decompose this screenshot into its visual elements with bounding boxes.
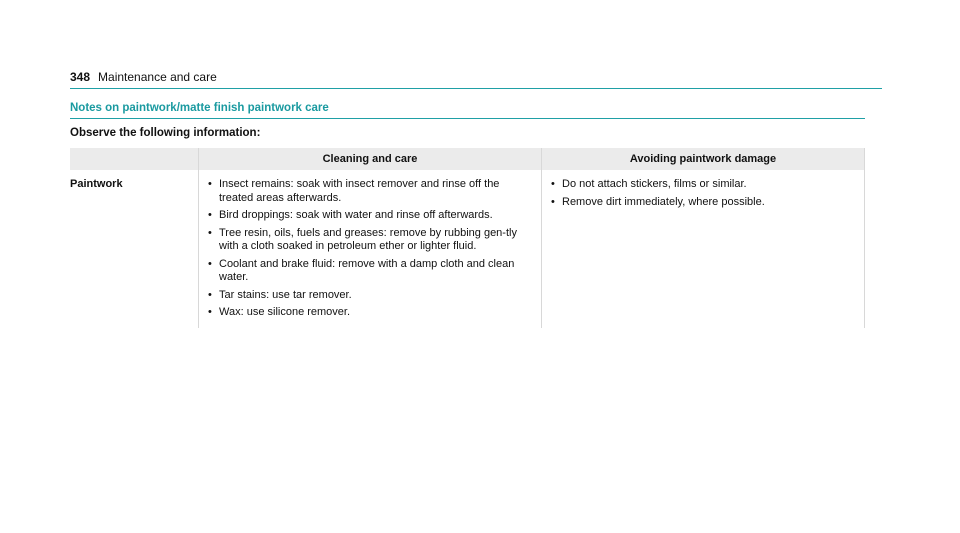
chapter-title: Maintenance and care [98,70,217,84]
bullet-icon: • [208,257,212,270]
bullet-icon: • [208,288,212,301]
list-item [205,306,535,320]
section-title: Notes on paintwork/matte finish paintwork care [70,102,329,114]
paintwork-section [70,102,865,328]
list-item-text: Coolant and brake fluid: remove with a damp cloth and clean water. [219,257,515,283]
section-divider [70,118,865,119]
list-item [548,178,858,192]
table-header-row [70,148,865,170]
bullet-icon: • [551,178,555,190]
table-header-cleaning: Cleaning and care [199,148,542,170]
list-item-text: Tar stains: use tar remover. [219,288,352,301]
care-table [70,148,865,328]
table-row [70,170,865,328]
page-number: 348 [70,70,91,84]
list-item-text: Bird droppings: soak with water and rinse off afterwards. [219,209,493,221]
avoiding-cell [542,170,865,328]
list-item [205,289,535,303]
cleaning-list [205,178,535,320]
avoiding-list [548,178,858,209]
bullet-icon: • [208,226,212,239]
list-item-text: Wax: use silicone remover. [219,306,351,318]
list-item [548,196,858,210]
list-item-text: Tree resin, oils, fuels and greases: remove by rubbing gen-tly with a cloth soaked in petroleum ether or lighter fluid. [219,226,517,252]
bullet-icon: • [208,209,212,221]
list-item-text: Insect remains: soak with insect remover and rinse off the treated areas afterwards. [219,178,500,204]
intro-text: Observe the following information: [70,127,261,139]
table-header-blank [70,148,199,170]
list-item-text: Do not attach stickers, films or similar. [562,178,747,190]
list-item [205,209,535,223]
page-header [70,70,882,84]
row-label-paintwork: Paintwork [70,178,123,190]
table-header-avoiding: Avoiding paintwork damage [542,148,865,170]
header-divider [70,88,882,89]
bullet-icon: • [208,306,212,318]
list-item-text: Remove dirt immediately, where possible. [562,195,765,208]
list-item [205,227,535,254]
bullet-icon: • [551,195,555,208]
cleaning-cell [199,170,542,328]
bullet-icon: • [208,178,212,190]
list-item [205,258,535,285]
list-item [205,178,535,205]
